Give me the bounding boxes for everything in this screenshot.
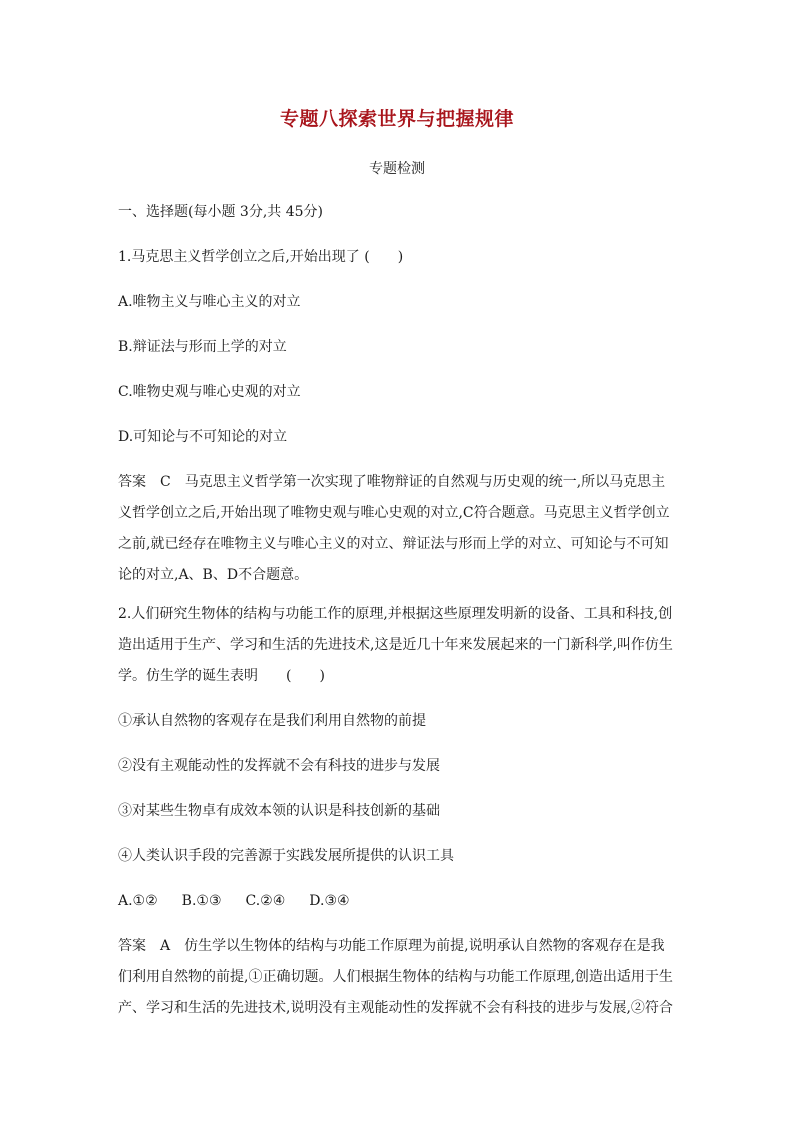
question-2-statement-2: ②没有主观能动性的发挥就不会有科技的进步与发展	[118, 758, 440, 774]
question-1-option-a: A.唯物主义与唯心主义的对立	[118, 294, 301, 310]
question-2-choices	[118, 890, 676, 935]
question-2-explanation-line-2: 们利用自然物的前提,①正确切题。人们根据生物体的结构与功能工作原理,创造出适用于生	[118, 969, 673, 985]
question-1-answer-line-1	[118, 471, 676, 502]
question-2-statement-1: ①承认自然物的客观存在是我们利用自然物的前提	[118, 713, 426, 729]
answer-label: 答案	[118, 938, 146, 954]
question-1-option-d: D.可知论与不可知论的对立	[118, 429, 288, 445]
explanation-text: 马克思主义哲学第一次实现了唯物辩证的自然观与历史观的统一,所以马克思主	[184, 474, 666, 490]
page-subtitle: 专题检测	[369, 161, 425, 177]
section-heading: 一、选择题(每小题 3分,共 45分)	[118, 204, 323, 220]
question-2-stem-line-2: 造出适用于生产、学习和生活的先进技术,这是近几十年来发展起来的一门新科学,叫作仿生	[118, 637, 673, 653]
question-2-explanation-line-3: 产、学习和生活的先进技术,说明没有主观能动性的发挥就不会有科技的进步与发展,②符合	[118, 1000, 673, 1016]
explanation-text: 仿生学以生物体的结构与功能工作原理为前提,说明承认自然物的客观存在是我	[184, 938, 665, 954]
choice-d: D.③④	[309, 893, 350, 909]
choice-c: C.②④	[245, 893, 286, 909]
question-2-stem-line-3: 学。仿生学的诞生表明 ( )	[118, 668, 325, 684]
question-1-option-b: B.辩证法与形而上学的对立	[118, 339, 287, 355]
page-title: 专题八探索世界与把握规律	[279, 108, 514, 130]
question-2-stem-line-1: 2.人们研究生物体的结构与功能工作的原理,并根据这些原理发明新的设备、工具和科技,创	[118, 606, 673, 622]
answer-label: 答案	[118, 474, 146, 490]
question-1-option-c: C.唯物史观与唯心史观的对立	[118, 384, 301, 400]
question-2-statement-3: ③对某些生物卓有成效本领的认识是科技创新的基础	[118, 803, 440, 819]
question-2-statement-4: ④人类认识手段的完善源于实践发展所提供的认识工具	[118, 848, 454, 864]
answer-letter: A	[160, 938, 171, 954]
question-1-stem: 1.马克思主义哲学创立之后,开始出现了 ( )	[118, 249, 404, 265]
question-1-explanation-line-4: 论的对立,A、B、D不合题意。	[118, 567, 309, 583]
document-body	[118, 201, 676, 1028]
question-1-explanation-line-2: 义哲学创立之后,开始出现了唯物史观与唯心史观的对立,C符合题意。马克思主义哲学创立	[118, 505, 670, 521]
choice-a: A.①②	[118, 893, 158, 909]
choice-b: B.①③	[181, 893, 222, 909]
question-2-answer-line-1	[118, 935, 676, 966]
question-1-explanation-line-3: 之前,就已经存在唯物主义与唯心主义的对立、辩证法与形而上学的对立、可知论与不可知	[118, 536, 669, 552]
answer-letter: C	[160, 474, 171, 490]
